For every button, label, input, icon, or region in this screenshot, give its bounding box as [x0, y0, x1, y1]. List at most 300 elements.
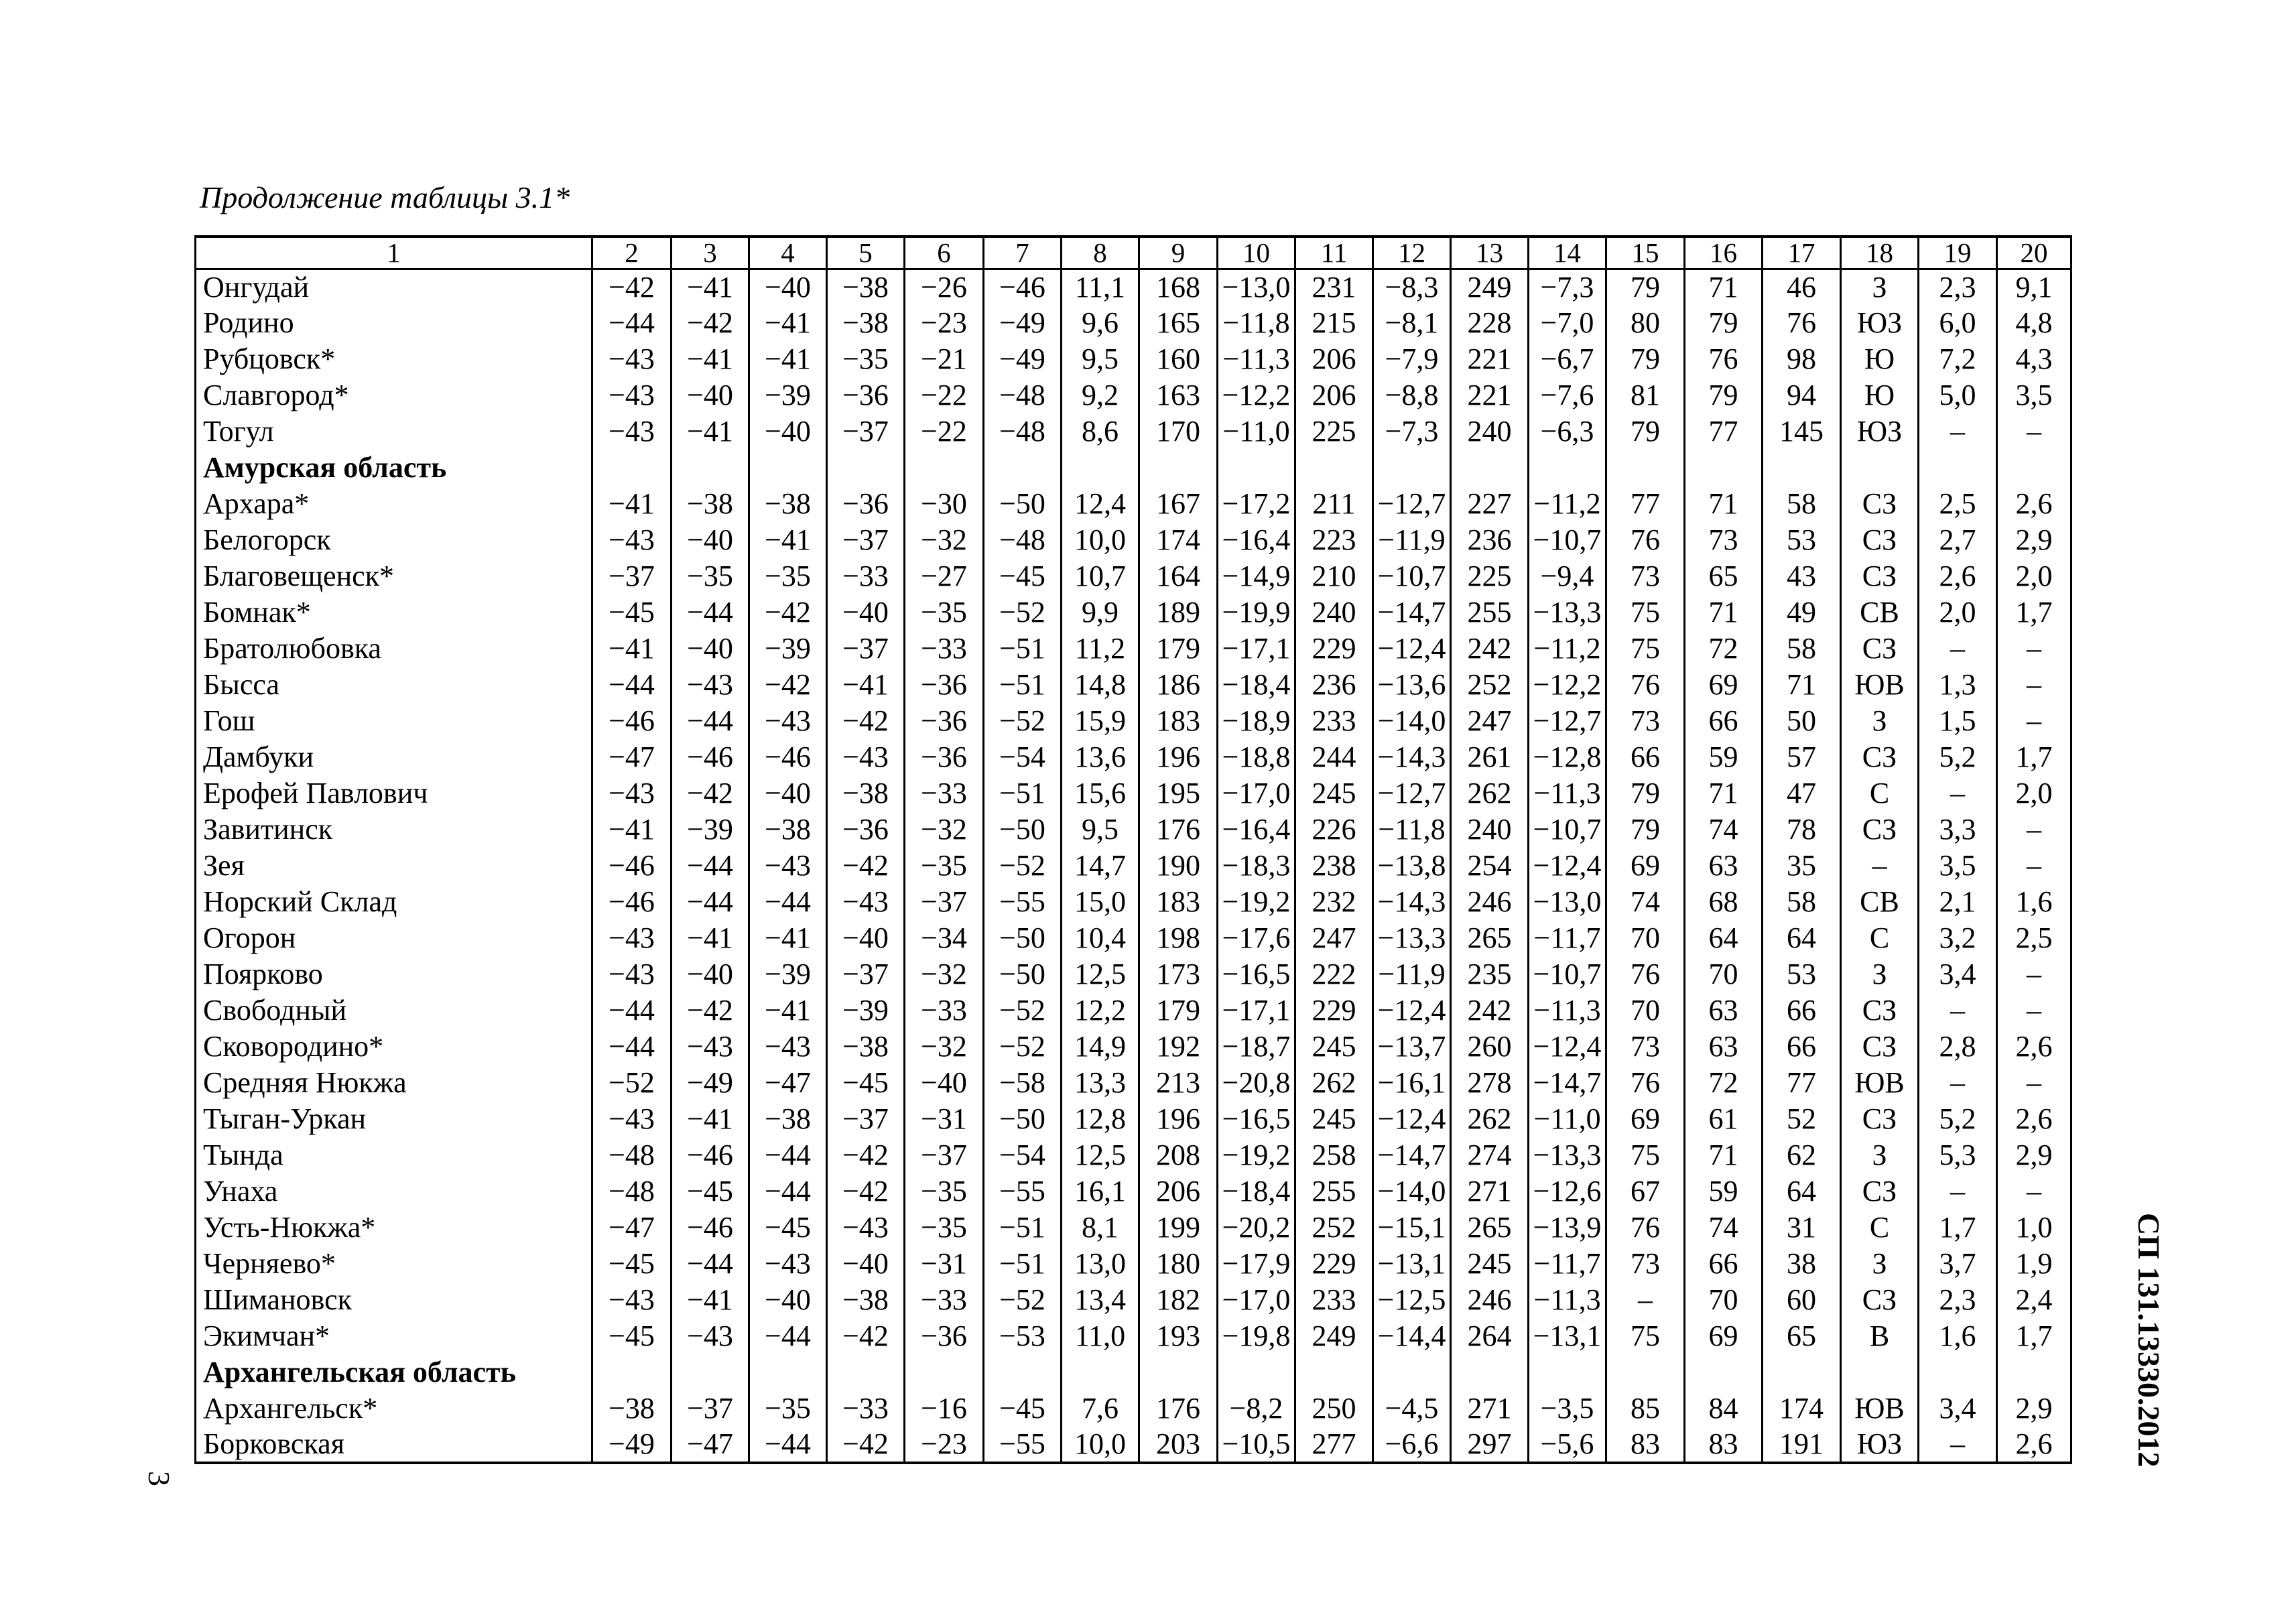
table-cell: 1,7	[1997, 1318, 2071, 1354]
table-cell	[905, 450, 984, 486]
table-cell: 247	[1451, 703, 1529, 739]
table-cell: СЗ	[1841, 739, 1919, 775]
table-row	[196, 1318, 2071, 1354]
table-cell: 78	[1763, 812, 1841, 848]
table-row	[196, 1101, 2071, 1137]
table-cell: −37	[672, 1390, 749, 1427]
column-header: 19	[1919, 237, 1997, 269]
table-cell	[672, 1354, 749, 1390]
table-cell: −43	[749, 703, 827, 739]
table-cell: 278	[1451, 1065, 1529, 1101]
table-cell: 174	[1139, 522, 1218, 558]
station-name: Унаха	[196, 1173, 592, 1210]
table-cell: −52	[984, 594, 1062, 631]
table-cell: 250	[1295, 1390, 1373, 1427]
table-cell: −43	[592, 413, 672, 450]
table-cell: −27	[905, 558, 984, 594]
table-cell	[905, 1354, 984, 1390]
table-cell: 2,4	[1997, 1282, 2071, 1318]
table-cell: −35	[905, 1210, 984, 1246]
table-cell: −8,2	[1218, 1390, 1295, 1427]
table-cell: −41	[749, 305, 827, 341]
table-cell: 67	[1606, 1173, 1685, 1210]
table-cell: 176	[1139, 812, 1218, 848]
table-cell: −46	[592, 884, 672, 920]
column-header: 15	[1606, 237, 1685, 269]
table-cell: −10,7	[1529, 522, 1606, 558]
table-cell: 70	[1685, 956, 1763, 992]
table-cell: 66	[1685, 703, 1763, 739]
table-cell: 249	[1451, 269, 1529, 305]
table-cell: 163	[1139, 377, 1218, 413]
table-cell: −6,7	[1529, 341, 1606, 377]
table-cell: 35	[1763, 848, 1841, 884]
table-cell: 59	[1685, 739, 1763, 775]
table-cell: −52	[984, 703, 1062, 739]
table-cell: 46	[1763, 269, 1841, 305]
table-cell: −11,7	[1529, 1246, 1606, 1282]
column-header: 11	[1295, 237, 1373, 269]
table-row	[196, 305, 2071, 341]
table-cell: 182	[1139, 1282, 1218, 1318]
table-cell: −37	[592, 558, 672, 594]
table-cell: −14,4	[1373, 1318, 1451, 1354]
station-name: Гош	[196, 703, 592, 739]
table-cell: −51	[984, 1246, 1062, 1282]
table-cell: −16	[905, 1390, 984, 1427]
table-cell: 215	[1295, 305, 1373, 341]
region-name: Архангельская область	[196, 1354, 592, 1390]
table-cell: −26	[905, 269, 984, 305]
table-row	[196, 848, 2071, 884]
table-cell: −21	[905, 341, 984, 377]
table-cell: 271	[1451, 1390, 1529, 1427]
table-cell: −44	[592, 992, 672, 1029]
table-cell: –	[1841, 848, 1919, 884]
table-cell: −36	[905, 703, 984, 739]
table-cell: 3,3	[1919, 812, 1997, 848]
table-cell: −45	[984, 1390, 1062, 1427]
table-cell: 77	[1606, 486, 1685, 522]
table-cell	[1919, 450, 1997, 486]
table-cell: 246	[1451, 884, 1529, 920]
table-cell: 2,1	[1919, 884, 1997, 920]
table-cell: −7,9	[1373, 341, 1451, 377]
table-cell: −13,0	[1529, 884, 1606, 920]
table-cell: 213	[1139, 1065, 1218, 1101]
table-cell: 160	[1139, 341, 1218, 377]
table-cell: −45	[592, 1246, 672, 1282]
table-cell: ЮВ	[1841, 1065, 1919, 1101]
table-cell: 65	[1763, 1318, 1841, 1354]
table-cell: –	[1997, 667, 2071, 703]
table-cell: −41	[827, 667, 905, 703]
table-cell: −19,2	[1218, 1137, 1295, 1173]
table-cell: 2,6	[1997, 1029, 2071, 1065]
column-header: 7	[984, 237, 1062, 269]
table-cell: −43	[592, 341, 672, 377]
table-cell: −35	[905, 1173, 984, 1210]
table-cell: 3,4	[1919, 1390, 1997, 1427]
table-cell: −52	[984, 1029, 1062, 1065]
table-cell: 244	[1295, 739, 1373, 775]
table-cell: 2,0	[1919, 594, 1997, 631]
table-cell: −44	[592, 667, 672, 703]
table-cell: −13,3	[1373, 920, 1451, 956]
table-cell: −43	[749, 1029, 827, 1065]
table-cell: 196	[1139, 1101, 1218, 1137]
table-cell: 8,6	[1062, 413, 1139, 450]
table-cell: −33	[827, 1390, 905, 1427]
table-cell: −33	[905, 631, 984, 667]
table-cell: З	[1841, 1246, 1919, 1282]
column-header: 2	[592, 237, 672, 269]
table-cell: 15,9	[1062, 703, 1139, 739]
table-cell: 66	[1685, 1246, 1763, 1282]
table-cell: 76	[1606, 1065, 1685, 1101]
table-cell: −45	[749, 1210, 827, 1246]
table-cell: −13,1	[1529, 1318, 1606, 1354]
table-cell: −18,3	[1218, 848, 1295, 884]
table-cell: −10,7	[1529, 956, 1606, 992]
table-cell: −13,0	[1218, 269, 1295, 305]
table-cell: 49	[1763, 594, 1841, 631]
table-cell: −39	[827, 992, 905, 1029]
table-cell: −13,9	[1529, 1210, 1606, 1246]
table-cell: 31	[1763, 1210, 1841, 1246]
table-cell: 81	[1606, 377, 1685, 413]
table-cell: −42	[827, 1318, 905, 1354]
table-cell: 5,2	[1919, 1101, 1997, 1137]
table-cell: −52	[592, 1065, 672, 1101]
column-header: 16	[1685, 237, 1763, 269]
table-cell: −40	[749, 269, 827, 305]
table-cell: −14,7	[1373, 594, 1451, 631]
table-cell: −16,5	[1218, 956, 1295, 992]
table-cell: 71	[1685, 775, 1763, 812]
table-cell	[984, 1354, 1062, 1390]
table-cell: 77	[1685, 413, 1763, 450]
table-cell	[592, 450, 672, 486]
table-cell: −12,6	[1529, 1173, 1606, 1210]
table-cell	[1295, 1354, 1373, 1390]
table-cell: 47	[1763, 775, 1841, 812]
table-cell: −11,2	[1529, 486, 1606, 522]
table-cell: −6,6	[1373, 1427, 1451, 1463]
column-header: 10	[1218, 237, 1295, 269]
table-cell: −41	[672, 413, 749, 450]
table-cell: −13,7	[1373, 1029, 1451, 1065]
table-cell: 252	[1451, 667, 1529, 703]
table-cell	[827, 450, 905, 486]
table-cell: −11,9	[1373, 956, 1451, 992]
table-cell: −32	[905, 812, 984, 848]
table-cell: −36	[905, 1318, 984, 1354]
table-row	[196, 1029, 2071, 1065]
table-cell: −35	[905, 594, 984, 631]
table-cell: 2,6	[1997, 1427, 2071, 1463]
table-row	[196, 558, 2071, 594]
table-cell: −51	[984, 631, 1062, 667]
station-name: Братолюбовка	[196, 631, 592, 667]
table-cell: −6,3	[1529, 413, 1606, 450]
table-cell: СВ	[1841, 884, 1919, 920]
table-body	[196, 269, 2071, 1463]
table-cell: −49	[984, 341, 1062, 377]
table-row	[196, 667, 2071, 703]
table-cell: −43	[672, 667, 749, 703]
table-row	[196, 522, 2071, 558]
table-cell: −11,2	[1529, 631, 1606, 667]
table-row	[196, 1427, 2071, 1463]
table-cell: З	[1841, 269, 1919, 305]
table-cell: −38	[827, 1282, 905, 1318]
station-name: Экимчан*	[196, 1318, 592, 1354]
table-cell: СЗ	[1841, 558, 1919, 594]
station-name: Свободный	[196, 992, 592, 1029]
region-row	[196, 1354, 2071, 1390]
station-name: Тыган-Уркан	[196, 1101, 592, 1137]
column-header: 17	[1763, 237, 1841, 269]
table-cell: 53	[1763, 522, 1841, 558]
table-cell: 167	[1139, 486, 1218, 522]
table-cell: З	[1841, 1137, 1919, 1173]
table-cell: −41	[749, 920, 827, 956]
table-cell: –	[1997, 1173, 2071, 1210]
table-cell: −39	[672, 812, 749, 848]
table-cell: −40	[672, 377, 749, 413]
table-cell: −52	[984, 848, 1062, 884]
table-cell: СЗ	[1841, 1029, 1919, 1065]
table-cell: −33	[905, 992, 984, 1029]
table-cell: 240	[1451, 413, 1529, 450]
table-cell	[1685, 450, 1763, 486]
table-cell: 2,8	[1919, 1029, 1997, 1065]
table-cell: 1,7	[1919, 1210, 1997, 1246]
table-cell: 63	[1685, 848, 1763, 884]
table-cell: −40	[749, 413, 827, 450]
table-cell: −43	[592, 956, 672, 992]
station-name: Тында	[196, 1137, 592, 1173]
table-cell: −38	[749, 812, 827, 848]
table-cell: 71	[1685, 1137, 1763, 1173]
table-cell: 206	[1295, 341, 1373, 377]
table-cell: −17,1	[1218, 631, 1295, 667]
table-cell: 13,4	[1062, 1282, 1139, 1318]
table-cell: 74	[1685, 812, 1763, 848]
table-cell: 8,1	[1062, 1210, 1139, 1246]
table-cell: 2,6	[1919, 558, 1997, 594]
column-header: 13	[1451, 237, 1529, 269]
table-cell: 265	[1451, 1210, 1529, 1246]
table-cell: 196	[1139, 739, 1218, 775]
table-cell: 249	[1295, 1318, 1373, 1354]
table-cell: 277	[1295, 1427, 1373, 1463]
table-cell: 221	[1451, 377, 1529, 413]
table-cell	[1997, 1354, 2071, 1390]
table-cell: –	[1919, 1173, 1997, 1210]
table-cell: −36	[905, 739, 984, 775]
table-row	[196, 1210, 2071, 1246]
table-cell: −43	[672, 1318, 749, 1354]
table-cell: 73	[1685, 522, 1763, 558]
table-cell: 233	[1295, 1282, 1373, 1318]
table-cell: ЮЗ	[1841, 413, 1919, 450]
table-cell: −43	[827, 739, 905, 775]
table-cell: −31	[905, 1246, 984, 1282]
table-cell: −11,0	[1529, 1101, 1606, 1137]
table-cell: −42	[672, 775, 749, 812]
table-cell	[749, 450, 827, 486]
table-cell: −13,1	[1373, 1246, 1451, 1282]
table-cell: 63	[1685, 1029, 1763, 1065]
table-cell: −42	[672, 305, 749, 341]
column-header: 9	[1139, 237, 1218, 269]
table-cell: −15,1	[1373, 1210, 1451, 1246]
table-cell: 70	[1606, 992, 1685, 1029]
table-cell: −41	[749, 992, 827, 1029]
column-header: 1	[196, 237, 592, 269]
table-cell: 58	[1763, 884, 1841, 920]
table-cell: −12,4	[1373, 631, 1451, 667]
table-cell: −12,4	[1373, 1101, 1451, 1137]
table-cell: 255	[1295, 1173, 1373, 1210]
table-cell: −18,4	[1218, 667, 1295, 703]
table-cell: 242	[1451, 631, 1529, 667]
table-cell: 2,9	[1997, 1137, 2071, 1173]
station-name: Норский Склад	[196, 884, 592, 920]
table-cell: 98	[1763, 341, 1841, 377]
table-cell: −33	[827, 558, 905, 594]
table-cell: 186	[1139, 667, 1218, 703]
table-cell: −19,8	[1218, 1318, 1295, 1354]
table-cell: −37	[827, 956, 905, 992]
table-cell: −11,3	[1529, 1282, 1606, 1318]
table-cell: −14,7	[1373, 1137, 1451, 1173]
table-cell: −11,7	[1529, 920, 1606, 956]
table-cell: 69	[1685, 1318, 1763, 1354]
table-cell	[1373, 450, 1451, 486]
table-cell: −52	[984, 992, 1062, 1029]
table-cell: −46	[592, 848, 672, 884]
table-cell: −33	[905, 1282, 984, 1318]
table-cell: −14,3	[1373, 739, 1451, 775]
column-header: 20	[1997, 237, 2071, 269]
table-cell	[984, 450, 1062, 486]
table-cell: −52	[984, 1282, 1062, 1318]
table-cell: −17,9	[1218, 1246, 1295, 1282]
table-cell: СВ	[1841, 594, 1919, 631]
table-cell: З	[1841, 956, 1919, 992]
table-cell: −4,5	[1373, 1390, 1451, 1427]
table-cell: 198	[1139, 920, 1218, 956]
table-cell: −35	[905, 848, 984, 884]
table-cell: −8,3	[1373, 269, 1451, 305]
table-cell: 12,4	[1062, 486, 1139, 522]
table-cell	[749, 1354, 827, 1390]
column-header: 14	[1529, 237, 1606, 269]
table-cell: −46	[672, 1137, 749, 1173]
table-cell: 68	[1685, 884, 1763, 920]
table-cell: 274	[1451, 1137, 1529, 1173]
table-cell: −47	[592, 739, 672, 775]
table-cell: −42	[749, 594, 827, 631]
table-cell: −44	[749, 1173, 827, 1210]
table-cell: 247	[1295, 920, 1373, 956]
table-cell: 7,6	[1062, 1390, 1139, 1427]
table-cell: ЮЗ	[1841, 1427, 1919, 1463]
table-cell: 11,0	[1062, 1318, 1139, 1354]
table-cell: 38	[1763, 1246, 1841, 1282]
table-cell: 75	[1606, 1318, 1685, 1354]
table-cell	[1685, 1354, 1763, 1390]
column-header: 6	[905, 237, 984, 269]
table-cell: 58	[1763, 486, 1841, 522]
table-cell: −48	[592, 1137, 672, 1173]
table-cell: −47	[749, 1065, 827, 1101]
table-cell: −46	[672, 1210, 749, 1246]
table-cell: 75	[1606, 1137, 1685, 1173]
table-cell: −10,7	[1529, 812, 1606, 848]
table-cell: −16,5	[1218, 1101, 1295, 1137]
table-cell: 75	[1606, 594, 1685, 631]
table-cell	[1139, 450, 1218, 486]
column-header: 12	[1373, 237, 1451, 269]
table-cell: СЗ	[1841, 486, 1919, 522]
table-row	[196, 1173, 2071, 1210]
table-cell: 232	[1295, 884, 1373, 920]
table-cell: 10,0	[1062, 1427, 1139, 1463]
table-cell: 2,3	[1919, 269, 1997, 305]
table-cell: 83	[1685, 1427, 1763, 1463]
table-cell: –	[1997, 413, 2071, 450]
table-cell: −17,0	[1218, 775, 1295, 812]
table-cell: −35	[749, 1390, 827, 1427]
column-header: 8	[1062, 237, 1139, 269]
table-cell: −11,3	[1218, 341, 1295, 377]
region-row	[196, 450, 2071, 486]
table-cell: −40	[827, 920, 905, 956]
table-cell: −45	[592, 594, 672, 631]
table-cell: 70	[1685, 1282, 1763, 1318]
table-cell: 165	[1139, 305, 1218, 341]
table-cell: −18,7	[1218, 1029, 1295, 1065]
table-cell: 6,0	[1919, 305, 1997, 341]
table-cell: 260	[1451, 1029, 1529, 1065]
station-name: Средняя Нюкжа	[196, 1065, 592, 1101]
table-cell: −43	[592, 1282, 672, 1318]
table-cell: −41	[672, 269, 749, 305]
table-cell: 1,3	[1919, 667, 1997, 703]
station-name: Бомнак*	[196, 594, 592, 631]
table-cell: −46	[749, 739, 827, 775]
station-name: Шимановск	[196, 1282, 592, 1318]
table-cell: −11,3	[1529, 775, 1606, 812]
table-cell: 9,6	[1062, 305, 1139, 341]
table-cell: 229	[1295, 992, 1373, 1029]
table-cell: −17,6	[1218, 920, 1295, 956]
table-cell: 254	[1451, 848, 1529, 884]
table-cell: −36	[827, 486, 905, 522]
table-cell: −13,6	[1373, 667, 1451, 703]
table-cell: 94	[1763, 377, 1841, 413]
table-cell	[672, 450, 749, 486]
table-cell: 71	[1763, 667, 1841, 703]
table-cell: −48	[592, 1173, 672, 1210]
station-name: Белогорск	[196, 522, 592, 558]
table-cell: 240	[1451, 812, 1529, 848]
table-cell: −43	[749, 848, 827, 884]
